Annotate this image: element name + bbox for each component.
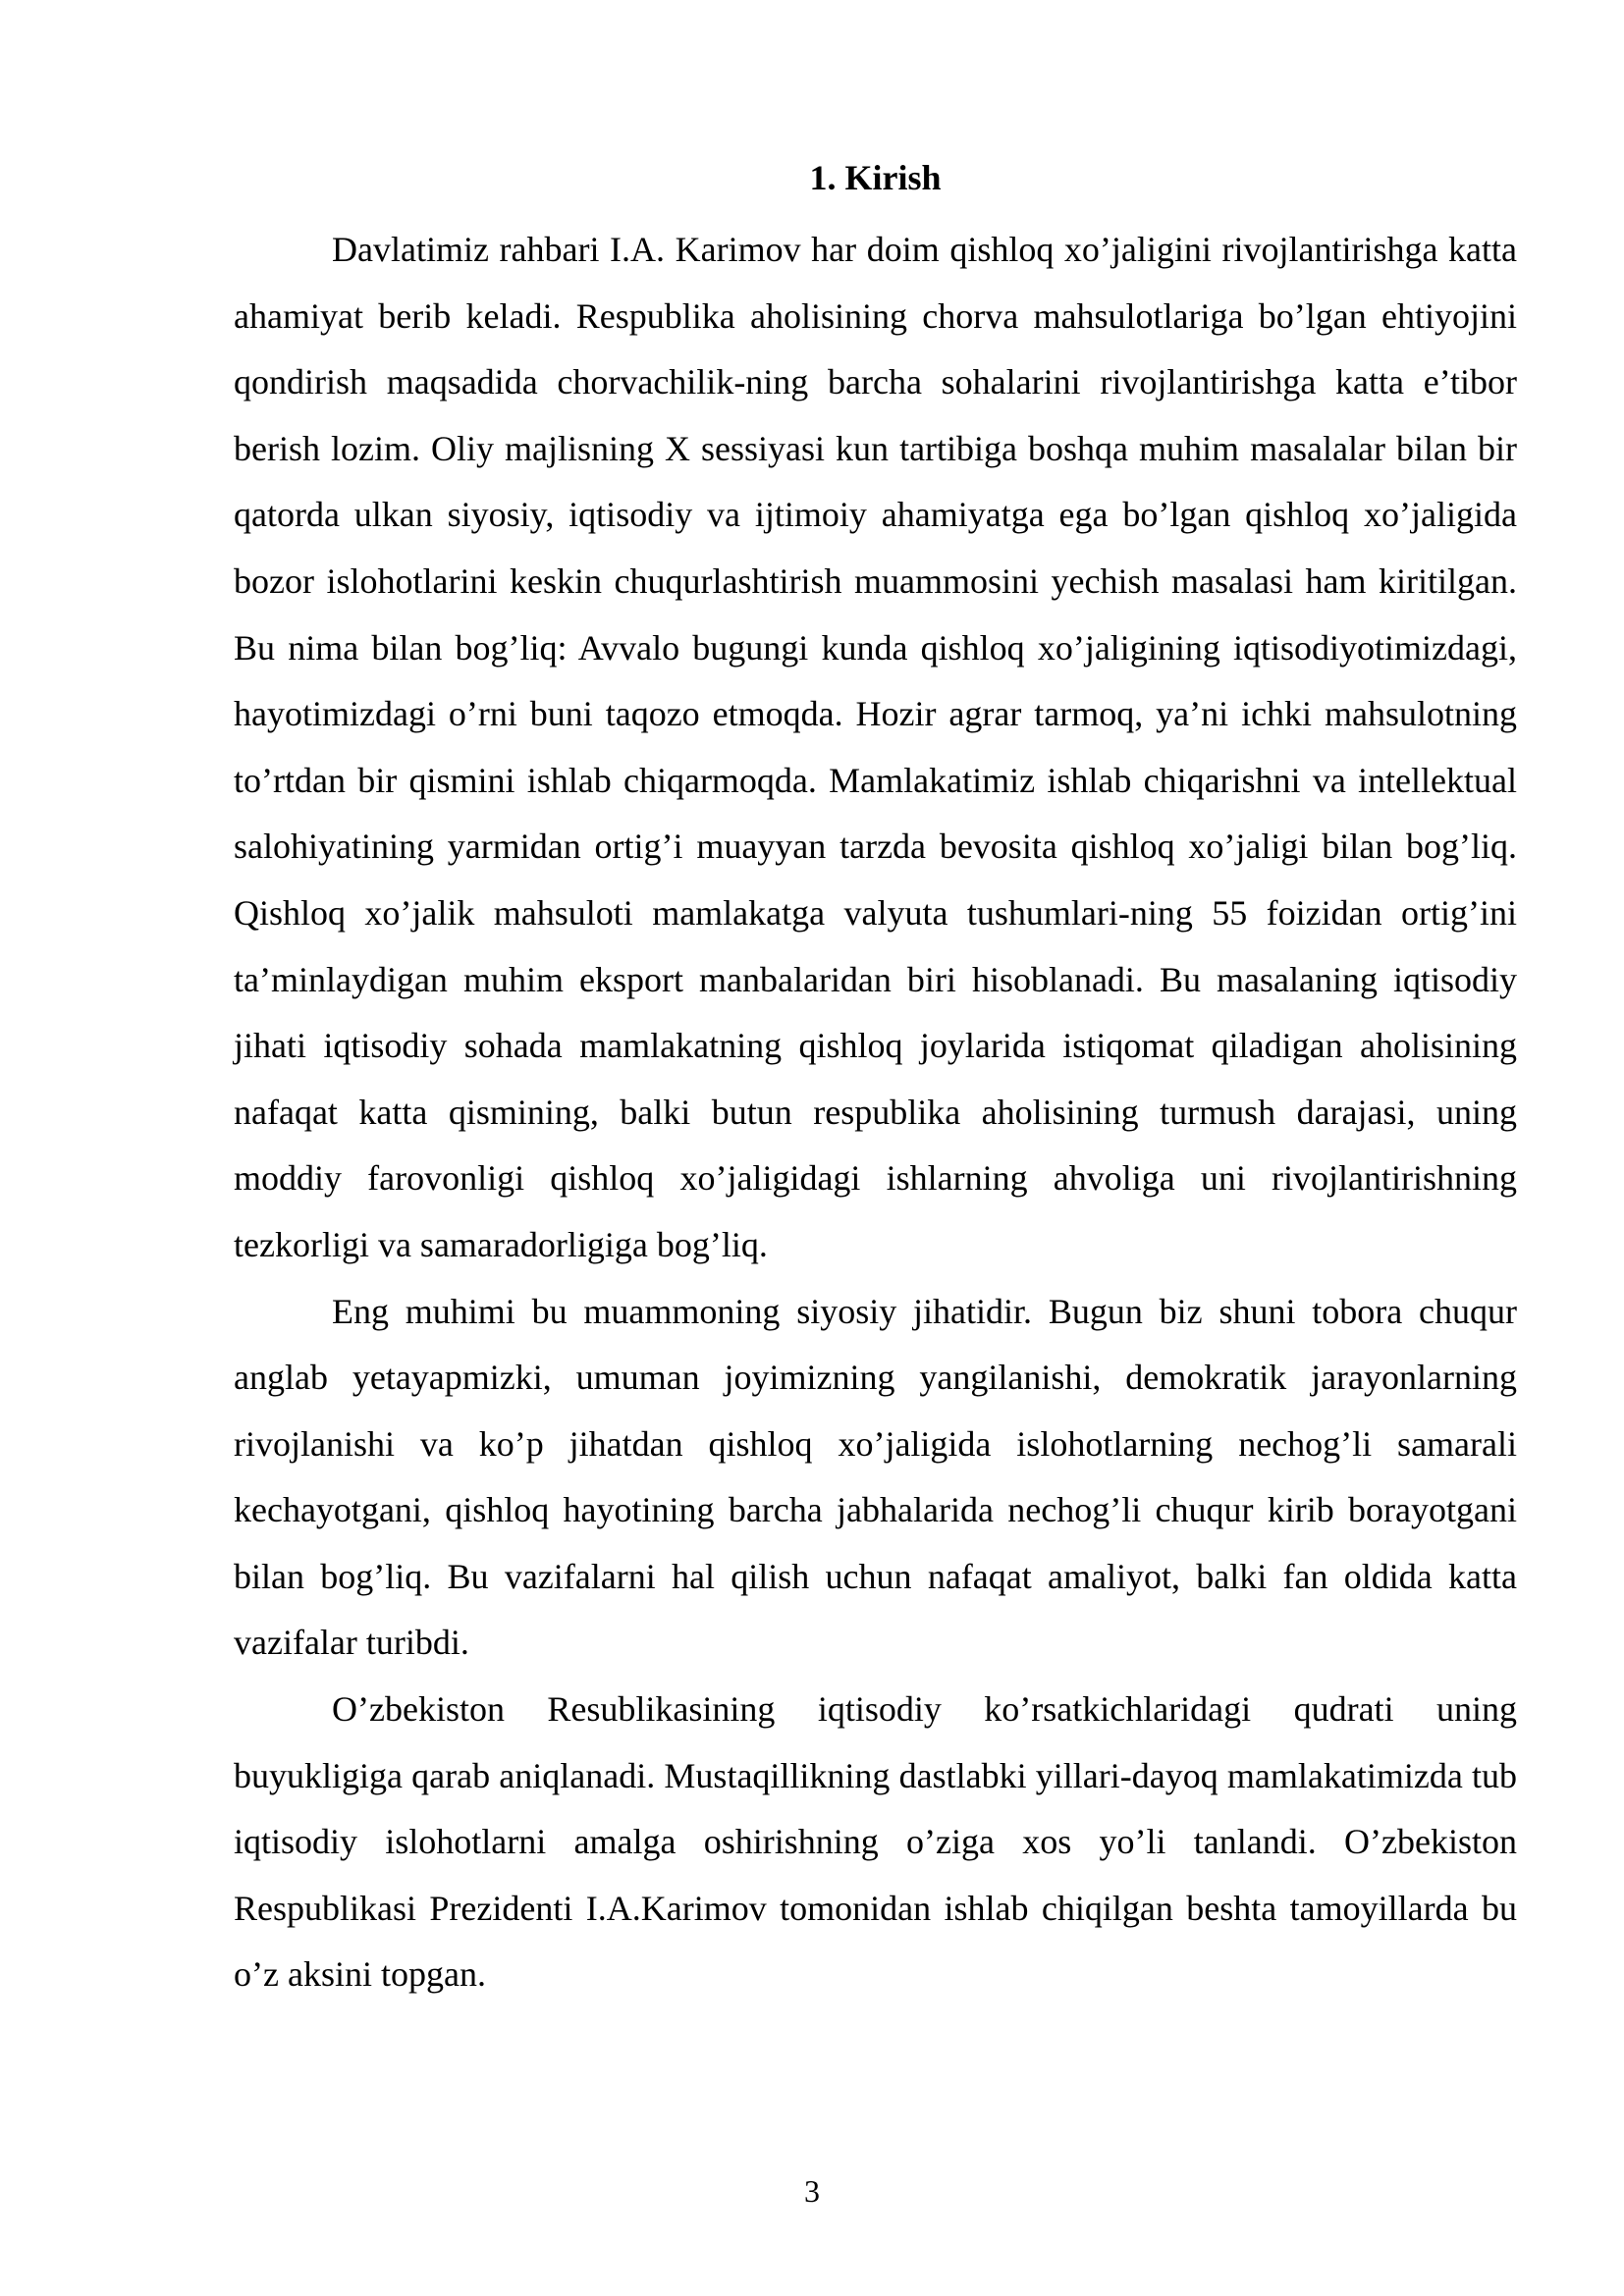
page-number: 3 (804, 2173, 820, 2209)
paragraph-3: O’zbekiston Resublikasining iqtisodiy ko’rsatkichlaridagi qudrati uning buyukligiga qarab aniqlanadi. Mustaqillikning dastlabki yillari-dayoq mamlakatimizda tub iqtisodiy islohotlarni amalga oshirishning o’ziga xos yo’li tanlandi. O’zbekiston Respublikasi Prezidenti I.A.Karimov tomonidan ishlab chiqilgan beshta tamoyillarda bu o’z aksini topgan. (234, 1689, 1517, 1995)
paragraph-2: Eng muhimi bu muammoning siyosiy jihatidir. Bugun biz shuni tobora chuqur anglab yetayapmizki, umuman joyimizning yangilanishi, demokratik jarayonlarning rivojlanishi va ko’p jihatdan qishloq xo’jaligida islohotlarning nechog’li samarali kechayotgani, qishloq hayotining barcha jabhalarida nechog’li chuqur kirib borayotgani bilan bog’liq. Bu vazifalarni hal qilish uchun nafaqat amaliyot, balki fan oldida katta vazifalar turibdi. (234, 1291, 1517, 1663)
paragraph-1: Davlatimiz rahbari I.A. Karimov har doim qishloq xo’jaligini rivojlantirishga katta ahamiyat berib keladi. Respublika aholisining chorva mahsulotlariga bo’lgan ehtiyojini qondirish maqsadida chorvachilik-ning barcha sohalarini rivojlantirishga katta e’tibor berish lozim. Oliy majlisning X sessiyasi kun tartibiga boshqa muhim masalalar bilan bir qatorda ulkan siyosiy, iqtisodiy va ijtimoiy ahamiyatga ega bo’lgan qishloq xo’jaligida bozor islohotlarini keskin chuqurlashtirish muammosini yechish masalasi ham kiritilgan. Bu nima bilan bog’liq: Avvalo bugungi kunda qishloq xo’jaligining iqtisodiyotimizdagi, hayotimizdagi o’rni buni taqozo etmoqda. Hozir agrar tarmoq, ya’ni ichki mahsulotning to’rtdan bir qismini ishlab chiqarmoqda. Mamlakatimiz ishlab chiqarishni va intellektual salohiyatining yarmidan ortig’i muayyan tarzda bevosita qishloq xo’jaligi bilan bog’liq. Qishloq xo’jalik mahsuloti mamlakatga valyuta tushumlari-ning 55 foizidan ortig’ini ta’minlaydigan muhim eksport manbalaridan biri hisoblanadi. Bu masalaning iqtisodiy jihati iqtisodiy sohada mamlakatning qishloq joylarida istiqomat qiladigan aholisining nafaqat katta qismining, balki butun respublika aholisining turmush darajasi, uning moddiy farovonligi qishloq xo’jaligidagi ishlarning ahvoliga uni rivojlantirishning tezkorligi va samaradorligiga bog’liq. (234, 230, 1517, 1264)
section-heading: 1. Kirish (809, 158, 942, 197)
document-page (234, 152, 1517, 2008)
